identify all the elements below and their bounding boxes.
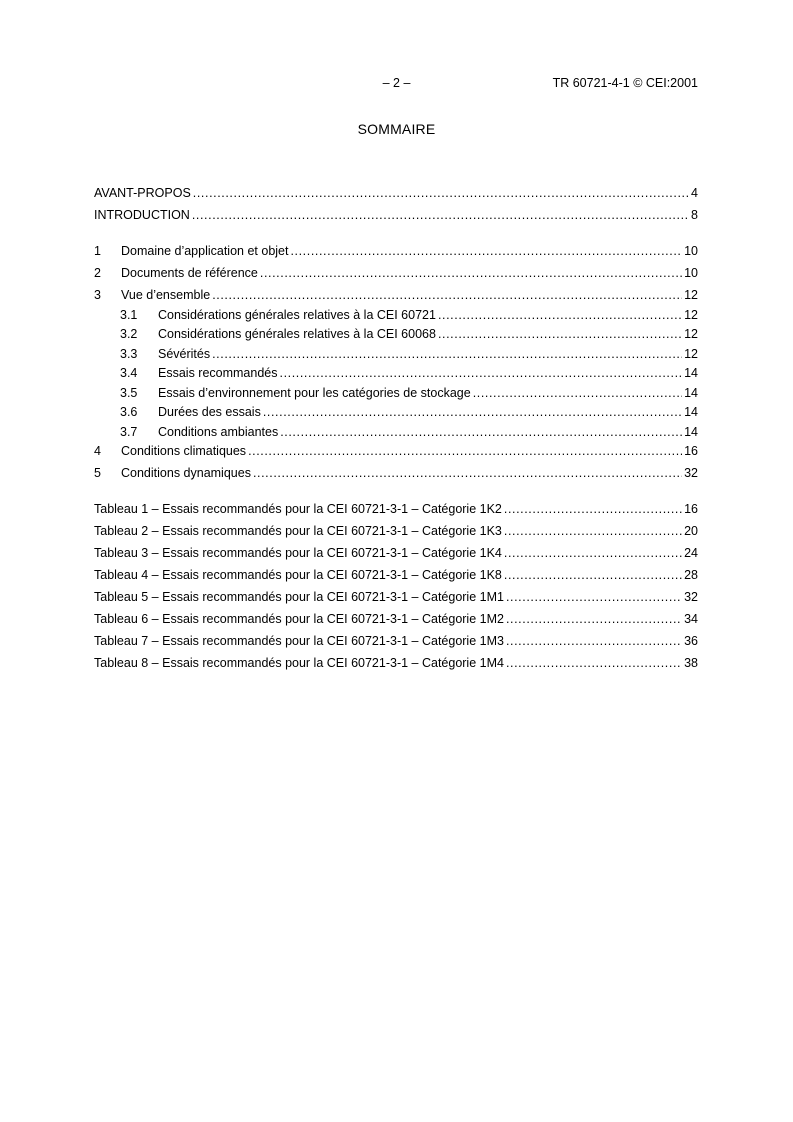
toc-entry-page: 8 bbox=[691, 208, 698, 222]
toc-entry-label: Conditions ambiantes bbox=[158, 424, 279, 439]
toc-entry-table-4[interactable] bbox=[94, 566, 698, 586]
toc-entry-page: 14 bbox=[684, 405, 698, 419]
toc-entry-number: 3 bbox=[94, 288, 101, 302]
dot-leader bbox=[504, 522, 682, 542]
dot-leader bbox=[506, 654, 682, 674]
dot-leader bbox=[253, 464, 682, 484]
dot-leader bbox=[504, 544, 682, 564]
toc-entry-page: 38 bbox=[684, 656, 698, 670]
document-reference: TR 60721-4-1 © CEI:2001 bbox=[552, 76, 698, 90]
toc-entry-number: 3.1 bbox=[120, 307, 138, 322]
toc-entry-table-6[interactable] bbox=[94, 610, 698, 630]
toc-entry-number: 3.7 bbox=[120, 424, 138, 439]
dot-leader bbox=[506, 610, 682, 630]
toc-entry-section-3[interactable] bbox=[94, 286, 698, 306]
toc-entry-page: 16 bbox=[684, 444, 698, 458]
toc-entry-table-1[interactable] bbox=[94, 500, 698, 520]
toc-entry-section-2[interactable] bbox=[94, 264, 698, 284]
toc-entry-page: 24 bbox=[684, 546, 698, 560]
dot-leader bbox=[290, 242, 682, 262]
toc-entry-label: Tableau 4 – Essais recommandés pour la CEI 60721-3-1 – Catégorie 1K8 bbox=[94, 568, 502, 582]
toc-entry-label: INTRODUCTION bbox=[94, 208, 190, 222]
toc-entry-page: 12 bbox=[684, 288, 698, 302]
toc-entry-label: Conditions climatiques bbox=[121, 444, 247, 458]
dot-leader bbox=[248, 442, 682, 462]
toc-entry-label: Tableau 3 – Essais recommandés pour la CEI 60721-3-1 – Catégorie 1K4 bbox=[94, 546, 502, 560]
toc-entry-number: 3.3 bbox=[120, 346, 138, 361]
toc-entry-section-3-3[interactable] bbox=[94, 345, 698, 365]
dot-leader bbox=[192, 206, 689, 226]
toc-entry-page: 12 bbox=[684, 346, 698, 361]
toc-entry-table-8[interactable] bbox=[94, 654, 698, 674]
toc-entry-page: 32 bbox=[684, 590, 698, 604]
dot-leader bbox=[263, 403, 682, 423]
toc-sections bbox=[94, 242, 698, 484]
page-number: – 2 – bbox=[382, 76, 411, 90]
toc-entry-page: 32 bbox=[684, 466, 698, 480]
toc-entry-table-3[interactable] bbox=[94, 544, 698, 564]
page-header bbox=[0, 76, 793, 94]
dot-leader bbox=[212, 286, 682, 306]
toc-entry-section-5[interactable] bbox=[94, 464, 698, 484]
toc-entry-label: Considérations générales relatives à la CEI 60068 bbox=[158, 327, 436, 341]
dot-leader bbox=[504, 500, 682, 520]
toc-entry-label: Sévérités bbox=[158, 346, 211, 361]
toc-entry-table-7[interactable] bbox=[94, 632, 698, 652]
toc-entry-table-2[interactable] bbox=[94, 522, 698, 542]
toc-entry-section-4[interactable] bbox=[94, 442, 698, 462]
toc-entry-section-3-2[interactable] bbox=[94, 325, 698, 345]
toc-entry-label: Tableau 2 – Essais recommandés pour la CEI 60721-3-1 – Catégorie 1K3 bbox=[94, 524, 502, 538]
toc-entry-page: 36 bbox=[684, 634, 698, 648]
toc-entry-label: Tableau 6 – Essais recommandés pour la CEI 60721-3-1 – Catégorie 1M2 bbox=[94, 612, 504, 626]
toc-entry-label: Conditions dynamiques bbox=[121, 466, 251, 480]
toc-entry-section-3-7[interactable] bbox=[94, 423, 698, 443]
toc-entry-label: Documents de référence bbox=[121, 266, 258, 280]
toc-entry-section-3-1[interactable] bbox=[94, 306, 698, 326]
toc-entry-page: 20 bbox=[684, 524, 698, 538]
toc-entry-label: Essais d’environnement pour les catégories de stockage bbox=[158, 385, 471, 400]
toc-entry-section-1[interactable] bbox=[94, 242, 698, 262]
toc-entry-page: 10 bbox=[684, 244, 698, 258]
toc-entry-number: 1 bbox=[94, 244, 101, 258]
toc-entry-label: Tableau 8 – Essais recommandés pour la CEI 60721-3-1 – Catégorie 1M4 bbox=[94, 656, 504, 670]
toc-entry-label: Domaine d’application et objet bbox=[121, 244, 289, 258]
toc-entry-label: Tableau 5 – Essais recommandés pour la CEI 60721-3-1 – Catégorie 1M1 bbox=[94, 590, 504, 604]
toc-entry-page: 14 bbox=[684, 366, 698, 380]
toc-entry-page: 10 bbox=[684, 266, 698, 280]
toc-entry-page: 34 bbox=[684, 612, 698, 626]
toc-tables bbox=[94, 500, 698, 674]
toc-entry-number: 3.5 bbox=[120, 385, 138, 400]
toc-entry-introduction[interactable] bbox=[94, 206, 698, 226]
toc-entry-section-3-5[interactable] bbox=[94, 384, 698, 404]
toc-entry-page: 16 bbox=[684, 502, 698, 516]
dot-leader bbox=[506, 588, 682, 608]
toc-entry-label: Vue d’ensemble bbox=[121, 288, 211, 302]
toc-entry-number: 5 bbox=[94, 466, 101, 480]
page-title: SOMMAIRE bbox=[357, 121, 436, 137]
toc-entry-label: AVANT-PROPOS bbox=[94, 186, 191, 200]
dot-leader bbox=[473, 384, 682, 404]
dot-leader bbox=[193, 184, 689, 204]
toc-entry-number: 4 bbox=[94, 444, 101, 458]
toc-entry-page: 14 bbox=[684, 424, 698, 439]
toc-entry-number: 3.6 bbox=[120, 405, 138, 419]
toc-entry-foreword[interactable] bbox=[94, 184, 698, 204]
toc-entry-section-3-4[interactable] bbox=[94, 364, 698, 384]
toc-front-matter bbox=[94, 184, 698, 226]
toc-entry-page: 4 bbox=[691, 186, 698, 200]
dot-leader bbox=[506, 632, 682, 652]
toc-entry-section-3-6[interactable] bbox=[94, 403, 698, 423]
toc-entry-number: 3.2 bbox=[120, 327, 138, 341]
toc-entry-table-5[interactable] bbox=[94, 588, 698, 608]
toc-entry-label: Essais recommandés bbox=[158, 366, 278, 380]
toc-entry-label: Durées des essais bbox=[158, 405, 261, 419]
dot-leader bbox=[438, 306, 682, 326]
toc-entry-label: Tableau 7 – Essais recommandés pour la CEI 60721-3-1 – Catégorie 1M3 bbox=[94, 634, 504, 648]
toc-entry-label: Considérations générales relatives à la CEI 60721 bbox=[158, 307, 436, 322]
toc-entry-page: 12 bbox=[684, 307, 698, 322]
dot-leader bbox=[504, 566, 682, 586]
toc-entry-number: 3.4 bbox=[120, 366, 138, 380]
dot-leader bbox=[212, 345, 682, 365]
dot-leader bbox=[260, 264, 682, 284]
dot-leader bbox=[280, 423, 682, 443]
toc-entry-page: 28 bbox=[684, 568, 698, 582]
toc-entry-page: 14 bbox=[684, 385, 698, 400]
dot-leader bbox=[280, 364, 683, 384]
dot-leader bbox=[438, 325, 682, 345]
toc-entry-page: 12 bbox=[684, 327, 698, 341]
toc-entry-number: 2 bbox=[94, 266, 101, 280]
toc-entry-label: Tableau 1 – Essais recommandés pour la CEI 60721-3-1 – Catégorie 1K2 bbox=[94, 502, 502, 516]
